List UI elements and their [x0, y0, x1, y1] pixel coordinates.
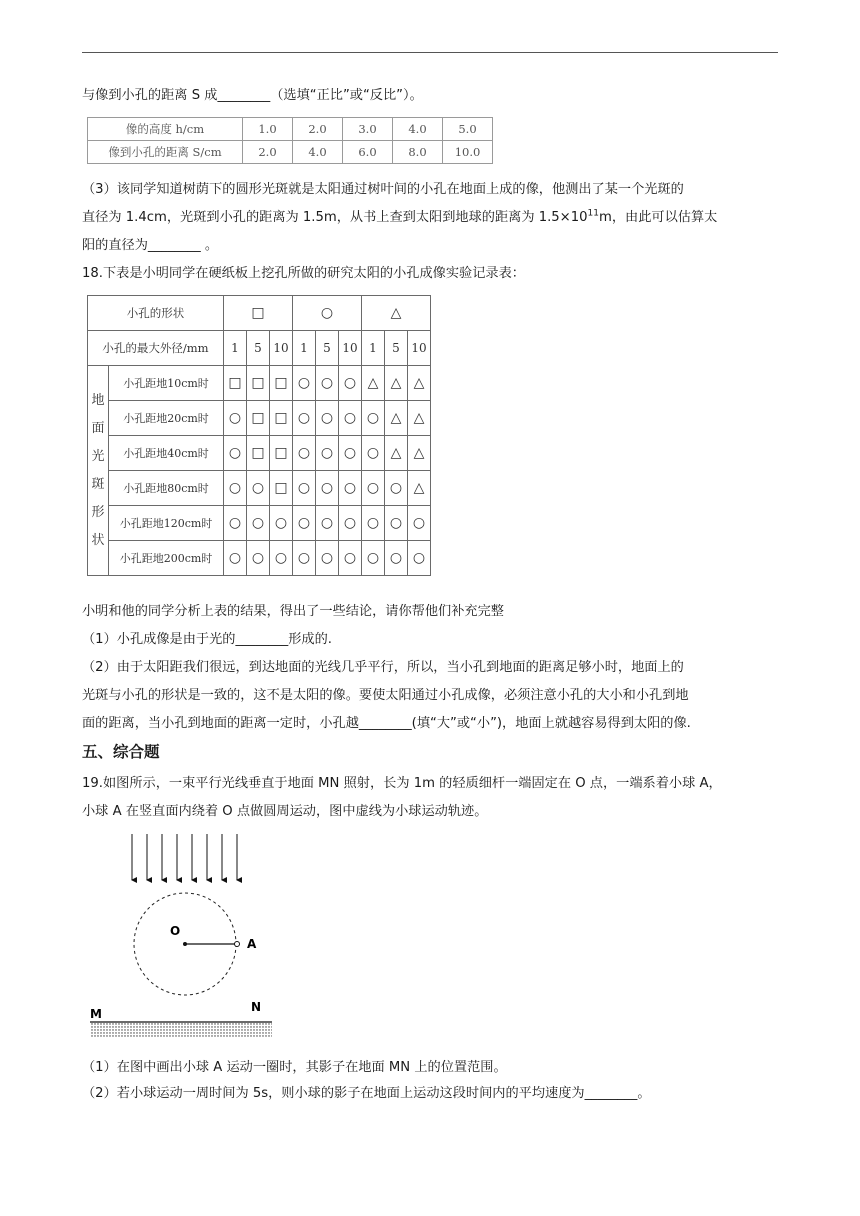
table-cell: ○ — [293, 541, 316, 576]
header-rule — [82, 52, 778, 53]
side-label-char: 面 — [91, 420, 105, 436]
table-cell: ○ — [316, 366, 339, 401]
table-row — [88, 118, 493, 141]
table2-shape-square: □ — [224, 296, 293, 331]
table-cell: 10.0 — [443, 141, 493, 164]
table-cell: 10 — [339, 331, 362, 366]
q18-2-line3: 面的距离，当小孔到地面的距离一定时，小孔越________(填“大”或“小”)，地面上就越容易得到太阳的像. — [82, 716, 691, 731]
table-cell: 3.0 — [343, 118, 393, 141]
q19-line1: 19.如图所示，一束平行光线垂直于地面 MN 照射，长为 1m 的轻质细杆一端固定在 O 点，一端系着小球 A， — [82, 776, 722, 791]
q17-3-line2-post: m，由此可以估算太 — [598, 210, 718, 225]
side-label-char: 状 — [91, 532, 105, 548]
q19-figure — [88, 834, 288, 1044]
table-cell: 10 — [408, 331, 431, 366]
table-cell: △ — [408, 471, 431, 506]
q17-3-exponent: 11 — [587, 208, 599, 219]
table-cell: ○ — [385, 506, 408, 541]
table-cell: ○ — [293, 401, 316, 436]
label-m: M — [90, 1007, 102, 1021]
table-row — [88, 366, 431, 401]
table-cell: □ — [247, 366, 270, 401]
table-cell: ○ — [339, 541, 362, 576]
q19-2: （2）若小球运动一周时间为 5s，则小球的影子在地面上运动这段时间内的平均速度为________。 — [82, 1086, 651, 1101]
table-row — [88, 141, 493, 164]
table-cell: ○ — [316, 541, 339, 576]
q18-title: 18.下表是小明同学在硬纸板上挖孔所做的研究太阳的小孔成像实验记录表： — [82, 266, 525, 281]
table-cell: △ — [362, 366, 385, 401]
table-cell: ○ — [293, 471, 316, 506]
table-cell: △ — [385, 436, 408, 471]
q17-3-line2 — [82, 204, 782, 232]
table-row — [88, 541, 431, 576]
table-cell: ○ — [247, 471, 270, 506]
table-cell: ○ — [247, 541, 270, 576]
table-cell: □ — [224, 366, 247, 401]
table2-row-label: 小孔距地120cm时 — [109, 506, 224, 541]
light-rays — [132, 834, 237, 880]
table-cell: ○ — [408, 541, 431, 576]
label-n: N — [251, 1000, 262, 1014]
table-cell: □ — [270, 366, 293, 401]
table-cell: ○ — [316, 506, 339, 541]
side-label-char: 形 — [91, 504, 105, 520]
table2-row-label: 小孔距地80cm时 — [109, 471, 224, 506]
table-cell: △ — [408, 401, 431, 436]
q19-1: （1）在图中画出小球 A 运动一圈时，其影子在地面 MN 上的位置范围。 — [82, 1060, 507, 1075]
table2-side-label — [88, 366, 109, 576]
table-cell: 8.0 — [393, 141, 443, 164]
table-cell: 1 — [224, 331, 247, 366]
table2-row-label: 小孔距地40cm时 — [109, 436, 224, 471]
table-cell: □ — [247, 401, 270, 436]
table-cell: △ — [408, 436, 431, 471]
table-cell: △ — [408, 366, 431, 401]
ground-hatch — [90, 1023, 272, 1037]
table-cell: ○ — [224, 471, 247, 506]
table-row — [88, 506, 431, 541]
table-cell: ○ — [339, 436, 362, 471]
table-cell: ○ — [316, 401, 339, 436]
q18-table — [87, 295, 431, 576]
table2-shape-header: 小孔的形状 — [88, 296, 224, 331]
q18-2-line1: （2）由于太阳距我们很远，到达地面的光线几乎平行，所以，当小孔到地面的距离足够小时，地面上的 — [82, 660, 684, 675]
table-cell: ○ — [362, 436, 385, 471]
table-cell: 2.0 — [243, 141, 293, 164]
table2-row-label: 小孔距地20cm时 — [109, 401, 224, 436]
table-cell: ○ — [316, 471, 339, 506]
table-row — [88, 331, 431, 366]
table2-size-header: 小孔的最大外径/mm — [88, 331, 224, 366]
table-cell: ○ — [247, 506, 270, 541]
table-cell: ○ — [224, 401, 247, 436]
table-cell: ○ — [293, 366, 316, 401]
table-cell: ○ — [408, 506, 431, 541]
label-a: A — [247, 937, 257, 951]
table-cell: 4.0 — [293, 141, 343, 164]
table1-row1-label: 像的高度 h/cm — [88, 118, 243, 141]
table-cell: ○ — [270, 506, 293, 541]
table-cell: 6.0 — [343, 141, 393, 164]
q17-3-line3: 阳的直径为________ 。 — [82, 238, 219, 253]
table-row — [88, 436, 431, 471]
side-label-char: 地 — [91, 392, 105, 408]
q18-conclusion: 小明和他的同学分析上表的结果，得出了一些结论，请你帮他们补充完整 — [82, 604, 504, 619]
table-cell: ○ — [224, 436, 247, 471]
q17-3-line1: （3）该同学知道树荫下的圆形光斑就是太阳通过树叶间的小孔在地面上成的像，他测出了某一个光斑的 — [82, 182, 684, 197]
table2-shape-circle: ○ — [293, 296, 362, 331]
table-cell: ○ — [270, 541, 293, 576]
table-cell: 4.0 — [393, 118, 443, 141]
table-cell: □ — [247, 436, 270, 471]
q17-line: 与像到小孔的距离 S 成________（选填“正比”或“反比”）。 — [82, 88, 423, 103]
side-label-char: 斑 — [91, 476, 105, 492]
table-cell: □ — [270, 436, 293, 471]
table-cell: ○ — [224, 541, 247, 576]
table-cell: ○ — [224, 506, 247, 541]
table-cell: ○ — [385, 471, 408, 506]
table-row — [88, 401, 431, 436]
table-cell: 1.0 — [243, 118, 293, 141]
table-row — [88, 471, 431, 506]
table-cell: □ — [270, 401, 293, 436]
table-cell: ○ — [339, 366, 362, 401]
table-cell: 10 — [270, 331, 293, 366]
table-cell: 5 — [385, 331, 408, 366]
table-cell: ○ — [339, 471, 362, 506]
table-cell: △ — [385, 366, 408, 401]
q18-2-line2: 光斑与小孔的形状是一致的，这不是太阳的像。要使太阳通过小孔成像，必须注意小孔的大小和小孔到地 — [82, 688, 689, 703]
table-cell: ○ — [385, 541, 408, 576]
table-cell: 5.0 — [443, 118, 493, 141]
section-heading: 五、综合题 — [82, 743, 160, 761]
table-cell: 5 — [247, 331, 270, 366]
table-cell: ○ — [362, 471, 385, 506]
table-cell: 1 — [293, 331, 316, 366]
table-cell: ○ — [362, 506, 385, 541]
table2-row-label: 小孔距地10cm时 — [109, 366, 224, 401]
table-cell: □ — [270, 471, 293, 506]
table-cell: 2.0 — [293, 118, 343, 141]
table-cell: ○ — [293, 436, 316, 471]
q18-1: （1）小孔成像是由于光的________形成的. — [82, 632, 332, 647]
table-cell: 5 — [316, 331, 339, 366]
q17-3-line2-pre: 直径为 1.4cm，光斑到小孔的距离为 1.5m，从书上查到太阳到地球的距离为 1.5×10 — [82, 210, 588, 225]
label-o: O — [170, 924, 181, 938]
table-cell: △ — [385, 401, 408, 436]
q19-line2: 小球 A 在竖直面内绕着 O 点做圆周运动，图中虚线为小球运动轨迹。 — [82, 804, 488, 819]
table-cell: ○ — [293, 506, 316, 541]
ball-a — [235, 942, 240, 947]
table-cell: 1 — [362, 331, 385, 366]
side-label-char: 光 — [91, 448, 105, 464]
table-row — [88, 296, 431, 331]
table-cell: ○ — [316, 436, 339, 471]
table2-shape-triangle: △ — [362, 296, 431, 331]
table1-row2-label: 像到小孔的距离 S/cm — [88, 141, 243, 164]
table2-row-label: 小孔距地200cm时 — [109, 541, 224, 576]
q17-table — [87, 117, 493, 164]
table-cell: ○ — [339, 401, 362, 436]
table-cell: ○ — [362, 541, 385, 576]
table-cell: ○ — [339, 506, 362, 541]
table-cell: ○ — [362, 401, 385, 436]
